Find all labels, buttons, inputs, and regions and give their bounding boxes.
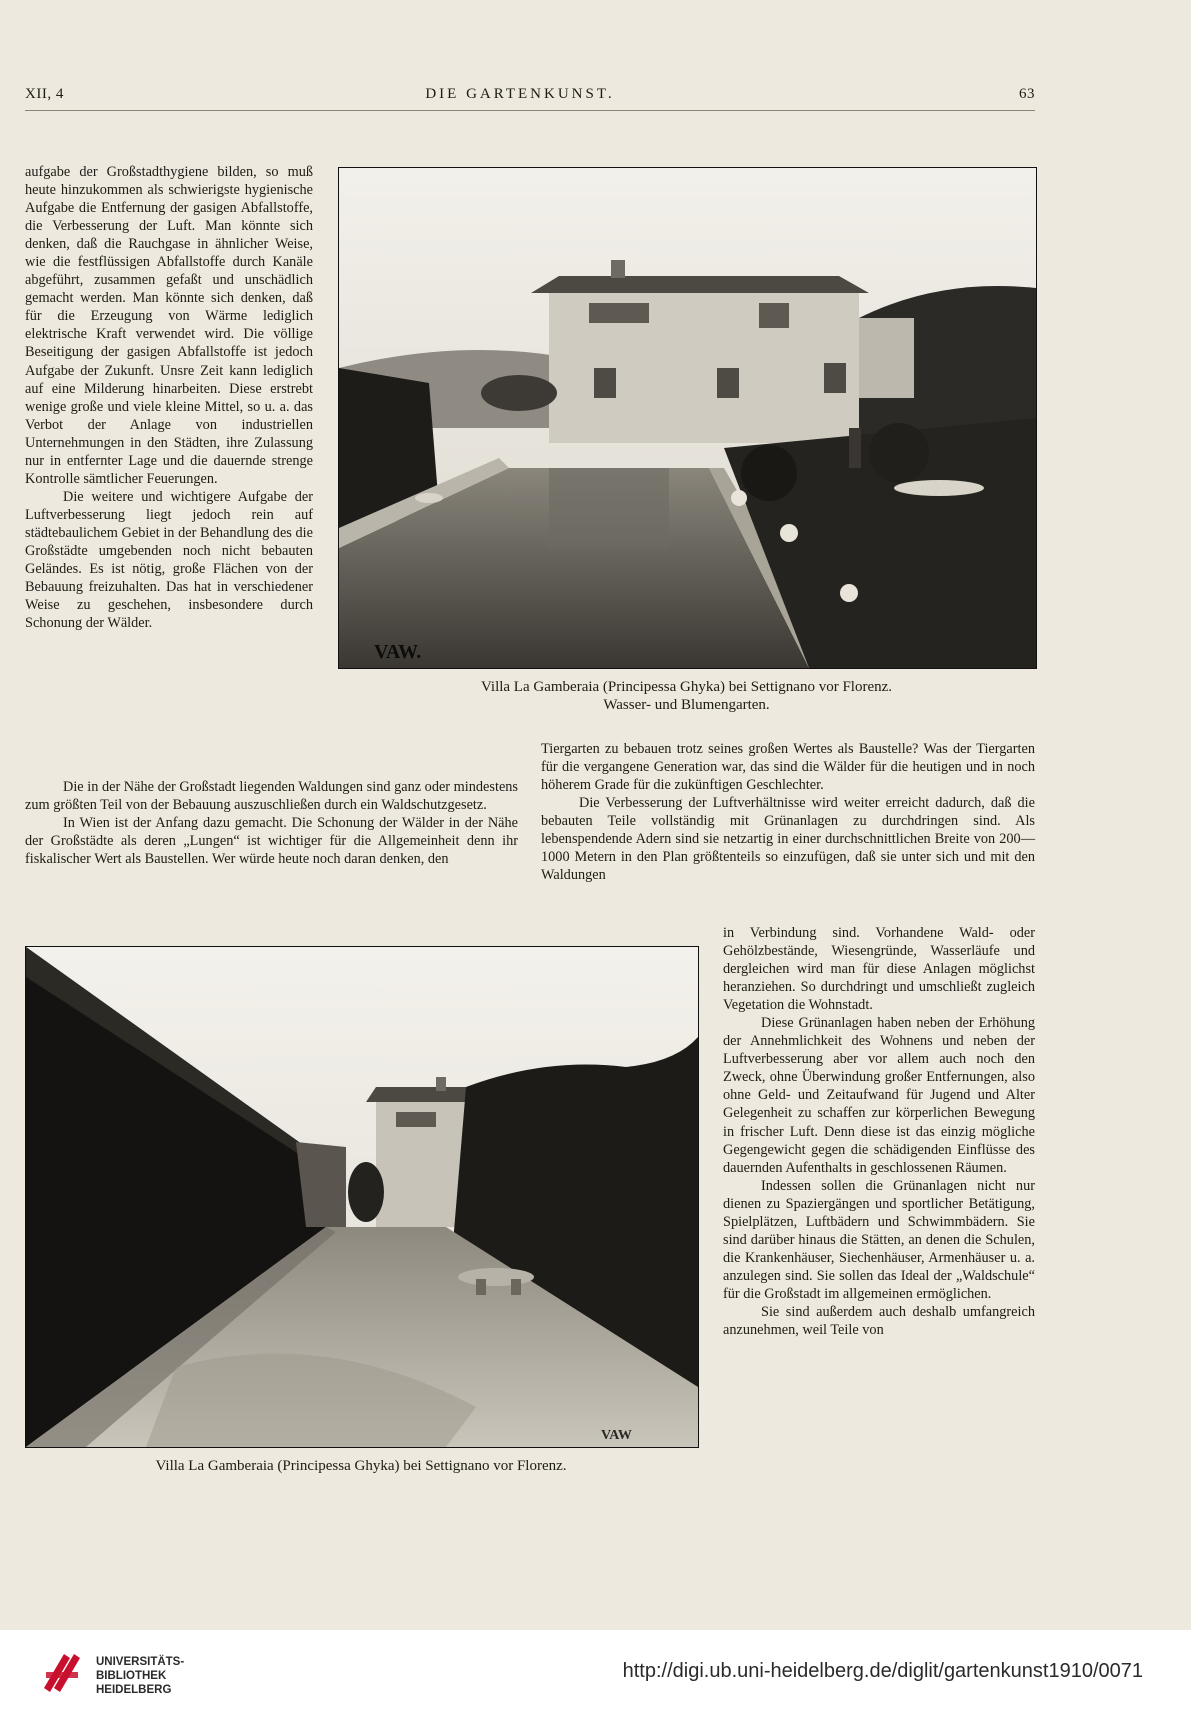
library-name-line: HEIDELBERG	[96, 1684, 172, 1696]
photo-water-garden	[338, 167, 1037, 669]
paragraph: Indessen sollen die Grünanlagen nicht nur dienen zu Spaziergängen und sportlicher Betätigung, Spielplätzen, Luftbädern und Schwimmbädern. Sie sind darüber hinaus die Stätten, an denen die Schulen, die Krankenhäuser, Siechenhäuser, Armenhäuser u. a. anzulegen sind. Sie sollen das Ideal der „Waldschule“ für die Großstadt im allgemeinen ermöglichen.	[723, 1177, 1035, 1302]
left-column-lower-text	[25, 778, 518, 868]
paragraph: aufgabe der Großstadthygiene bilden, so muß heute hinzukommen als schwierigste hygienische Aufgabe die Entfernung der gasigen Abfallstoffe, die Verbesserung der Luft. Man könnte sich denken, daß die Rauchgase in ähnlicher Weise, wie die festflüssigen Abfallstoffe durch Kanäle abgeführt, zusammen gefaßt und unschädlich gemacht werden. Man könnte sich denken, daß für die Erzeugung von Wärme lediglich elektrische Kraft verwendet wird. Die völlige Beseitigung der gasigen Abfallstoffe ist jedoch Aufgabe der Zukunft. Unsre Zeit kann lediglich auf eine Milderung hinarbeiten. Diese erstrebt wenige große und viele kleine Mittel, so u. a. das Verbot der Anlage von industriellen Unternehmungen in den Städten, ihre Zulassung nur in entfernter Lage und die dauernde strenge Kontrolle sämtlicher Feuerungen.	[25, 164, 313, 487]
library-name-line: BIBLIOTHEK	[96, 1670, 167, 1682]
paragraph: Tiergarten zu bebauen trotz seines großen Wertes als Baustelle? Was der Tiergarten für die vergangene Generation war, das sind die Wälder für die heutigen und in noch höherem Grade für die zukünftigen Geschlechter.	[541, 741, 1035, 794]
photo-water-garden-image	[339, 168, 1036, 668]
volume-issue: XII, 4	[25, 86, 64, 102]
paragraph: In Wien ist der Anfang dazu gemacht. Die Schonung der Wälder in der Nähe der Großstädte als deren „Lungen“ ist wichtiger für die Allgemeinheit denn ihr fiskalischer Wert als Baustellen. Wer würde heute noch daran denken, den	[25, 815, 518, 868]
paragraph: Die weitere und wichtigere Aufgabe der Luftverbesserung liegt jedoch rein auf städtebaulichem Gebiet in der Behandlung des die Großstädte umgebenden noch nicht bebauten Geländes. Es ist nötig, große Flächen von der Bebauung freizuhalten. Das hat in verschiedener Weise zu geschehen, insbesondere durch Schonung der Wälder.	[25, 488, 313, 632]
library-logo-mark	[40, 1648, 86, 1694]
page-number: 63	[1019, 86, 1035, 102]
library-footer	[0, 1630, 1191, 1713]
photo-hedge-allee	[25, 946, 699, 1448]
paragraph: Die Verbesserung der Luftverhältnisse wird weiter erreicht dadurch, daß die bebauten Teile vollständig mit Grünanlagen zu durchdringen sind. Als lebenspendende Adern sind sie netzartig in einer durchschnittlichen Breite von 200—1000 Metern in den Plan größtenteils so einzufügen, daß sie unter sich und mit den Waldungen	[541, 795, 1035, 884]
right-column-lower-text	[723, 924, 1035, 1339]
figure1-caption	[338, 678, 1035, 714]
photographer-monogram: VAW	[601, 1428, 632, 1443]
photographer-monogram: VAW.	[374, 641, 422, 663]
paragraph: Diese Grünanlagen haben neben der Erhöhung der Annehmlichkeit des Wohnens und neben der Luftverbesserung aber vor allem auch noch den Zweck, ohne Überwindung großer Entfernungen, also ohne Geld- und Zeitaufwand für Jugend und Alter Gelegenheit zu schaffen zur körperlichen Bewegung in frischer Luft. Denn diese ist das einzig mögliche Gegengewicht gegen die schädigenden Einflüsse des dauernden Aufenthalts in geschlossenen Räumen.	[723, 1015, 1035, 1176]
paragraph: Die in der Nähe der Großstadt liegenden Waldungen sind ganz oder mindestens zum größten Teil von der Bebauung auszuschließen durch ein Waldschutzgesetz.	[25, 779, 518, 814]
caption-line: Wasser- und Blumengarten.	[603, 697, 770, 713]
library-logo-icon	[40, 1648, 86, 1699]
library-name-line: UNIVERSITÄTS-	[96, 1656, 185, 1668]
library-name	[96, 1655, 184, 1697]
paragraph: Sie sind außerdem auch deshalb umfangreich anzunehmen, weil Teile von	[723, 1303, 1035, 1339]
paragraph: in Verbindung sind. Vorhandene Wald- oder Gehölzbestände, Wiesengründe, Wasserläufe und dergleichen wird man für diese Anlagen möglichst heranziehen. So durchdringt und umschließt zugleich Vegetation die Wohnstadt.	[723, 925, 1035, 1014]
journal-title: DIE GARTENKUNST.	[425, 86, 615, 102]
figure2-caption: Villa La Gamberaia (Principessa Ghyka) bei Settignano vor Florenz.	[155, 1458, 567, 1474]
right-column-text	[541, 740, 1035, 884]
caption-line: Villa La Gamberaia (Principessa Ghyka) bei Settignano vor Florenz.	[480, 679, 893, 695]
left-column-text	[25, 163, 313, 632]
photo-hedge-allee-image	[26, 947, 698, 1447]
digital-copy-url[interactable]: http://digi.ub.uni-heidelberg.de/diglit/gartenkunst1910/0071	[622, 1660, 1143, 1682]
header-rule	[25, 110, 1035, 111]
